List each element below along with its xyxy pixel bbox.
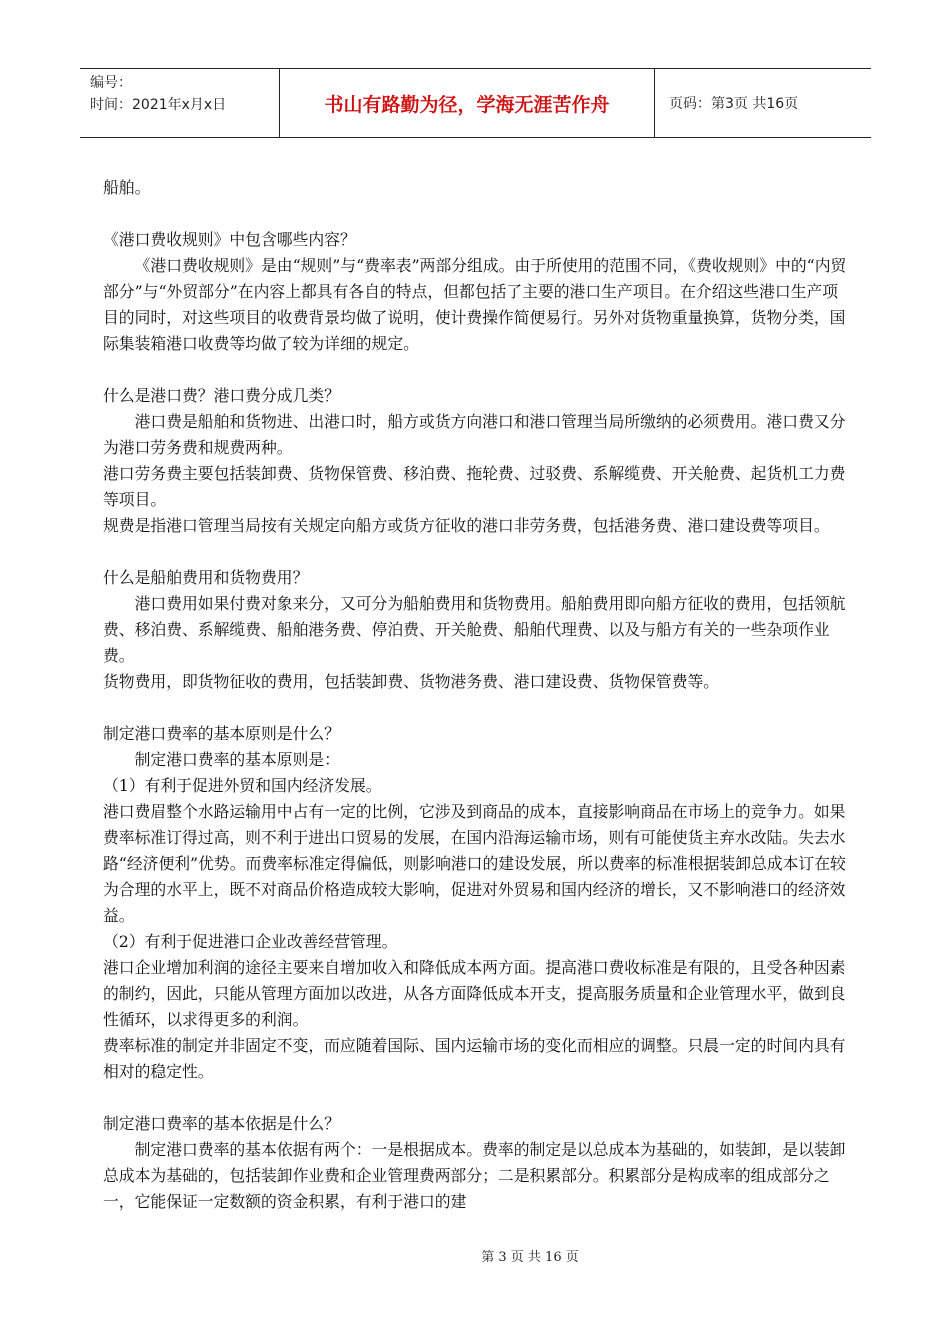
question-heading: 《港口费收规则》中包含哪些内容？ — [103, 230, 356, 249]
paragraph: （1）有利于促进外贸和国内经济发展。 — [103, 776, 382, 795]
page-header — [80, 68, 871, 138]
paragraph: 费率标准的制定并非固定不变，而应随着国际、国内运输市场的变化而相应的调整。只晨一定的时间内具有相对的稳定性。 — [103, 1036, 846, 1081]
document-body — [103, 175, 853, 1215]
paragraph: 货物费用，即货物征收的费用，包括装卸费、货物港务费、港口建设费、货物保管费等。 — [103, 672, 720, 691]
paragraph: （2）有利于促进港口企业改善经营管理。 — [103, 932, 398, 951]
question-heading: 制定港口费率的基本原则是什么？ — [103, 724, 340, 743]
header-page-info: 页码：第3页 共16页 — [669, 96, 799, 112]
paragraph: 船舶。 — [103, 178, 151, 197]
page-footer: 第 3 页 共 16 页 — [481, 1250, 579, 1265]
paragraph: 《港口费收规则》是由“规则”与“费率表”两部分组成。由于所使用的范围不同，《费收规则》中的“内贸部分”与“外贸部分”在内容上都具有各自的特点，但都包括了主要的港口生产项目。在介绍这些港口生产项目的同时，对这些项目的收费背景均做了说明，使计费操作简便易行。另外对货物重量换算，货物分类，国际集装箱港口收费等均做了较为详细的规定。 — [103, 256, 847, 353]
paragraph: 港口费眉整个水路运输用中占有一定的比例，它涉及到商品的成本，直接影响商品在市场上的竞争力。如果费率标准订得过高，则不利于进出口贸易的发展，在国内沿海运输市场，则有可能使货主弃水改陆。失去水路“经济便利”优势。而费率标准定得偏低，则影响港口的建设发展，所以费率的标准根据装卸总成本订在较为合理的水平上，既不对商品价格造成较大影响，促进对外贸易和国内经济的增长，又不影响港口的经济效益。 — [103, 802, 846, 925]
paragraph: 规费是指港口管理当局按有关规定向船方或货方征收的港口非劳务费，包括港务费、港口建设费等项目。 — [103, 516, 830, 535]
header-meta — [80, 69, 280, 137]
header-motto: 书山有路勤为径，学海无涯苦作舟 — [280, 69, 655, 137]
paragraph: 港口费用如果付费对象来分，又可分为船舶费用和货物费用。船舶费用即向船方征收的费用，包括领航费、移泊费、系解缆费、船舶港务费、停泊费、开关舱费、船舶代理费、以及与船方有关的一些杂项作业费。 — [103, 594, 846, 665]
paragraph: 港口劳务费主要包括装卸费、货物保管费、移泊费、拖轮费、过驳费、系解缆费、开关舱费、起货机工力费等项目。 — [103, 464, 846, 509]
paragraph: 港口费是船舶和货物进、出港口时，船方或货方向港口和港口管理当局所缴纳的必须费用。港口费又分为港口劳务费和规费两种。 — [103, 412, 846, 457]
question-heading: 什么是港口费？港口费分成几类？ — [103, 386, 340, 405]
time-label: 时间：2021年x月x日 — [90, 97, 227, 113]
number-label: 编号： — [90, 75, 132, 91]
paragraph: 港口企业增加利润的途径主要来自增加收入和降低成本两方面。提高港口费收标准是有限的，且受各种因素的制约，因此，只能从管理方面加以改进，从各方面降低成本开支，提高服务质量和企业管理水平，做到良性循环，以求得更多的利润。 — [103, 958, 846, 1029]
question-heading: 制定港口费率的基本依据是什么？ — [103, 1114, 340, 1133]
paragraph: 制定港口费率的基本依据有两个：一是根据成本。费率的制定是以总成本为基础的，如装卸，是以装卸总成本为基础的，包括装卸作业费和企业管理费两部分；二是积累部分。积累部分是构成率的组成部分之一，它能保证一定数额的资金积累，有利于港口的建 — [103, 1140, 846, 1211]
question-heading: 什么是船舶费用和货物费用？ — [103, 568, 309, 587]
paragraph: 制定港口费率的基本原则是： — [134, 750, 340, 769]
